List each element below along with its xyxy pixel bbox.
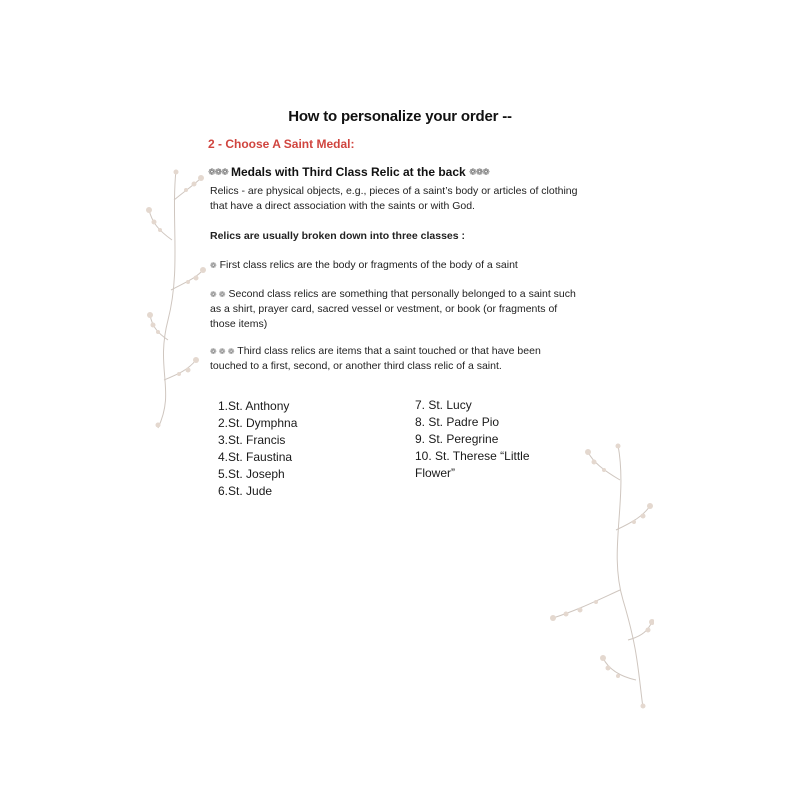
first-class-relic-text: First class relics are the body or fragments of the body of a saint [216, 259, 518, 271]
relics-definition: Relics - are physical objects, e.g., pieces of a saint’s body or articles of clothing that have a direct association with the saints or with God. [210, 185, 578, 212]
medals-heading-text: Medals with Third Class Relic at the back [227, 165, 470, 179]
flower-left-icon: ❁❁❁ [208, 167, 228, 177]
floral-decoration-left-icon [146, 160, 206, 430]
first-class-relic [210, 258, 580, 273]
list-item: 3.St. Francis [218, 433, 286, 447]
second-class-relic [210, 287, 580, 332]
list-item: 6.St. Jude [218, 484, 273, 498]
list-item: 4.St. Faustina [218, 450, 293, 464]
list-item: 8. St. Padre Pio [415, 415, 500, 429]
second-class-relic-text: Second class relics are something that personally belonged to a saint such as a shirt, prayer card, sacred vessel or vestment, or book (or fragments of those items) [210, 288, 576, 330]
third-class-relic [210, 344, 580, 374]
flower-marker-icon: ❁ ❁ ❁ [210, 347, 235, 356]
list-item: 2.St. Dymphna [218, 416, 298, 430]
section-subtitle: 2 - Choose A Saint Medal: [208, 137, 355, 151]
medals-heading [208, 165, 489, 179]
list-item: 10. St. Therese “Little Flower” [415, 449, 530, 480]
third-class-relic-text: Third class relics are items that a saint touched or that have been touched to a first, second, or another third class relic of a saint. [210, 345, 541, 372]
list-item: 9. St. Peregrine [415, 432, 499, 446]
flower-right-icon: ❁❁❁ [469, 167, 489, 177]
flower-marker-icon: ❁ [210, 261, 217, 270]
list-item: 7. St. Lucy [415, 398, 472, 412]
relic-classes-intro: Relics are usually broken down into three classes : [210, 230, 466, 242]
saint-list-left [218, 398, 297, 500]
list-item: 5.St. Joseph [218, 467, 285, 481]
page-title: How to personalize your order -- [288, 108, 512, 125]
saint-list-right [415, 397, 565, 482]
list-item: 1.St. Anthony [218, 399, 290, 413]
flower-marker-icon: ❁ ❁ [210, 290, 226, 299]
